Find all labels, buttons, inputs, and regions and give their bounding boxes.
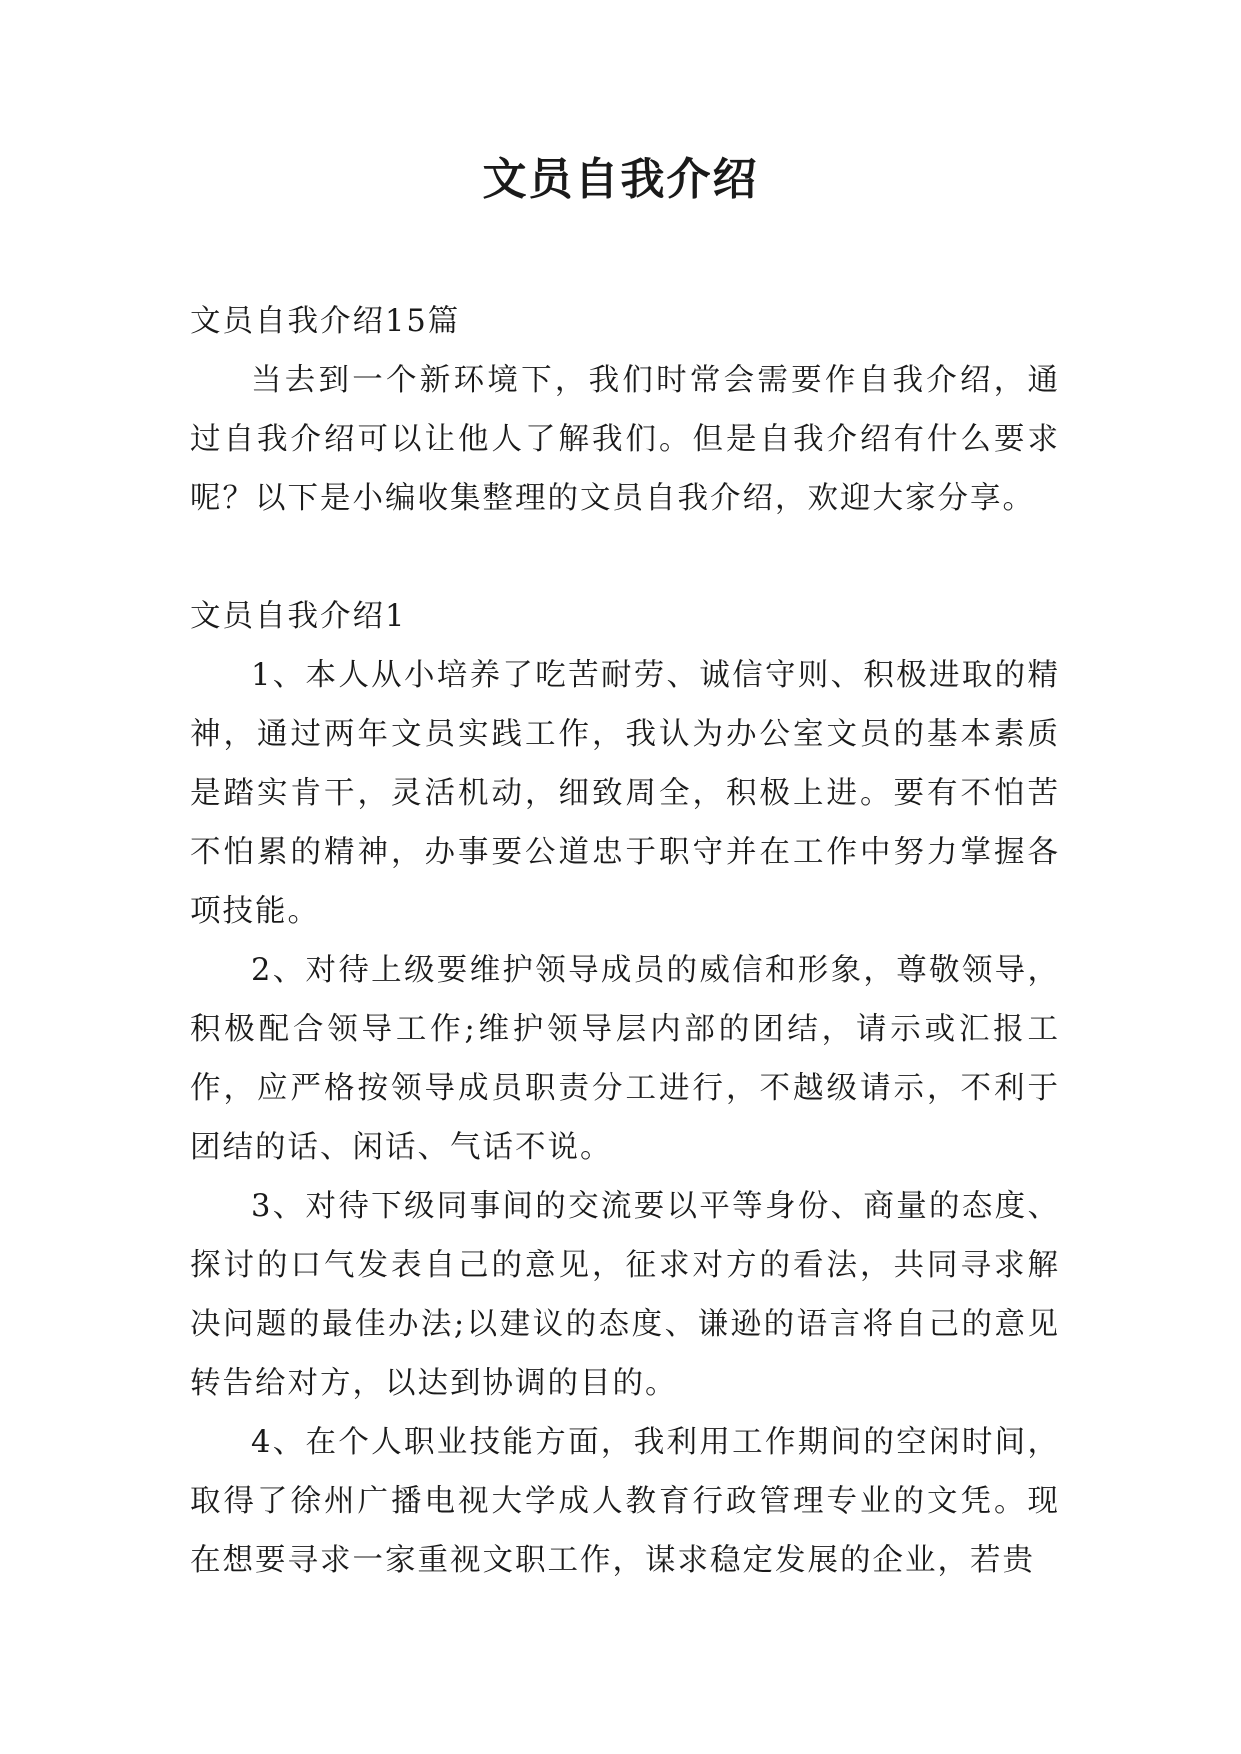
- body-paragraph-2: 2、对待上级要维护领导成员的威信和形象，尊敬领导，积极配合领导工作;维护领导层内部的团结，请示或汇报工作，应严格按领导成员职责分工进行，不越级请示，不利于团结的话、闲话、气话不说。: [190, 953, 1060, 1165]
- section-spacer: [190, 528, 1060, 587]
- body-paragraph-1: 1、本人从小培养了吃苦耐劳、诚信守则、积极进取的精神，通过两年文员实践工作，我认为办公室文员的基本素质是踏实肯干，灵活机动，细致周全，积极上进。要有不怕苦不怕累的精神，办事要公道忠于职守并在工作中努力掌握各项技能。: [190, 658, 1060, 929]
- intro-paragraph: 当去到一个新环境下，我们时常会需要作自我介绍，通过自我介绍可以让他人了解我们。但是自我介绍有什么要求呢？以下是小编收集整理的文员自我介绍，欢迎大家分享。: [190, 363, 1060, 516]
- body-paragraph-4: 4、在个人职业技能方面，我利用工作期间的空闲时间，取得了徐州广播电视大学成人教育行政管理专业的文凭。现在想要寻求一家重视文职工作，谋求稳定发展的企业，若贵: [190, 1425, 1060, 1578]
- document-title: 文员自我介绍: [482, 154, 759, 205]
- document-subtitle: 文员自我介绍15篇: [190, 304, 461, 339]
- section-heading: 文员自我介绍1: [190, 599, 407, 634]
- body-paragraph-3: 3、对待下级同事间的交流要以平等身份、商量的态度、探讨的口气发表自己的意见，征求对方的看法，共同寻求解决问题的最佳办法;以建议的态度、谦逊的语言将自己的意见转告给对方，以达到协调的目的。: [190, 1189, 1060, 1401]
- document-body: [190, 292, 1060, 1590]
